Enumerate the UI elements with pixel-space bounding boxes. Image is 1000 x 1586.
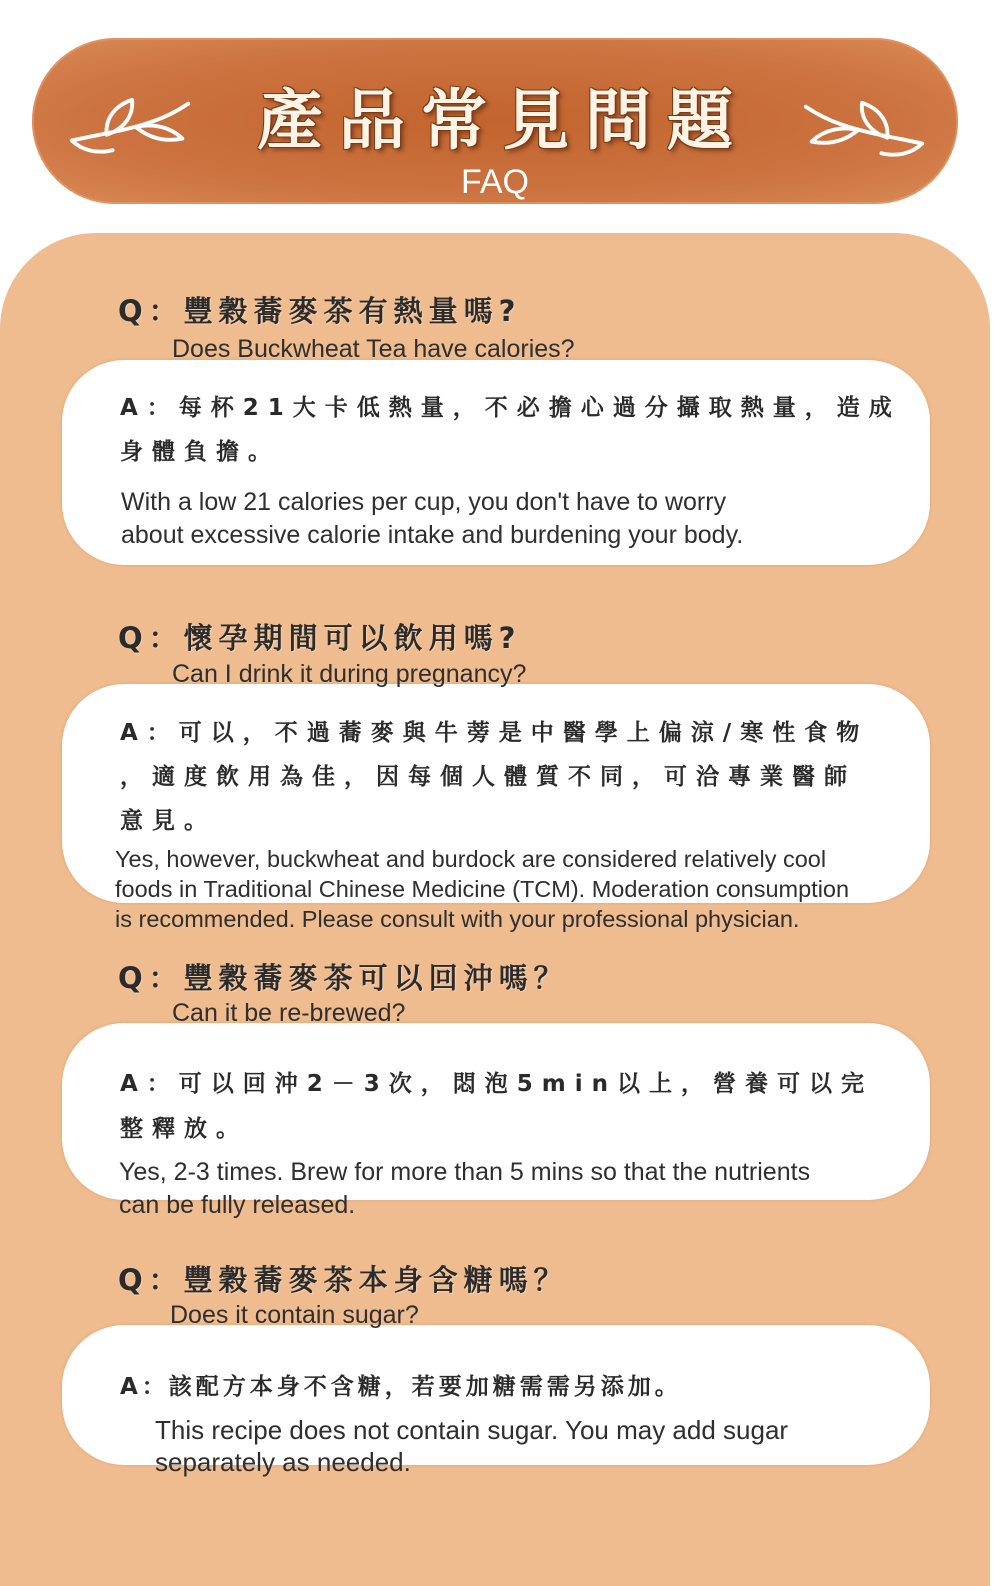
faq-answer-line: 身體負擔。: [120, 439, 280, 465]
faq-answer-en-line: With a low 21 calories per cup, you don't have to worry: [121, 488, 727, 516]
faq-answer-line: A：可以，不過蕎麥與牛蒡是中醫學上偏涼/寒性食物: [120, 720, 869, 746]
faq-answer-en-line: about excessive calorie intake and burdening your body.: [121, 521, 744, 549]
faq-answer-line: 意見。: [120, 808, 216, 834]
faq-answer-en-line: is recommended. Please consult with your professional physician.: [115, 906, 800, 932]
faq-answer: [120, 1365, 682, 1409]
faq-answer-en-line: Yes, 2-3 times. Brew for more than 5 mins so that the nutrients: [119, 1158, 811, 1186]
page-title: 產品常見問題: [257, 81, 749, 159]
faq-question-en: Can I drink it during pregnancy?: [172, 660, 527, 688]
leaf-sprig-icon: [800, 95, 926, 163]
faq-answer-line: A：該配方本身不含糖，若要加糖需需另添加。: [120, 1374, 682, 1400]
faq-answer-en: [115, 844, 849, 934]
faq-question-en: Does Buckwheat Tea have calories?: [172, 335, 575, 363]
faq-answer-line: 整釋放。: [120, 1116, 248, 1142]
faq-question: Q：豐穀蕎麥茶本身含糖嗎？: [118, 1263, 569, 1297]
faq-answer-en: [119, 1156, 810, 1222]
faq-answer: [120, 386, 901, 474]
faq-answer-en: [155, 1414, 788, 1478]
faq-answer-line: A：每杯21大卡低熱量，不必擔心過分攝取熱量，造成: [120, 395, 901, 421]
faq-answer-card: [62, 1325, 930, 1477]
faq-question-en: Does it contain sugar?: [170, 1301, 419, 1329]
header-banner: [32, 38, 958, 204]
faq-answer: [120, 711, 868, 843]
faq-question: Q：豐穀蕎麥茶可以回沖嗎？: [118, 961, 569, 995]
faq-question-en: Can it be re-brewed?: [172, 999, 406, 1027]
faq-answer-en-line: Yes, however, buckwheat and burdock are considered relatively cool: [115, 846, 827, 872]
faq-answer-card: [62, 360, 930, 565]
faq-answer-en: [121, 486, 743, 552]
page-subtitle: FAQ: [460, 163, 530, 201]
faq-question: Q：懷孕期間可以飲用嗎?: [118, 621, 522, 655]
faq-answer-card: [62, 1023, 930, 1219]
faq-answer-en-line: foods in Traditional Chinese Medicine (TCM). Moderation consumption: [115, 876, 850, 902]
faq-answer-line: ，適度飲用為佳，因每個人體質不同，可洽專業醫師: [120, 764, 856, 790]
faq-answer-card: [62, 684, 930, 932]
faq-answer-en-line: can be fully released.: [119, 1191, 356, 1219]
faq-question: Q：豐穀蕎麥茶有熱量嗎?: [118, 294, 522, 328]
faq-answer-line: A：可以回沖2－3次，悶泡5min以上，營養可以完: [120, 1071, 874, 1097]
faq-answer-en-line: This recipe does not contain sugar. You may add sugar: [155, 1415, 789, 1445]
faq-answer-en-line: separately as needed.: [155, 1447, 411, 1477]
faq-answer: [120, 1062, 873, 1152]
